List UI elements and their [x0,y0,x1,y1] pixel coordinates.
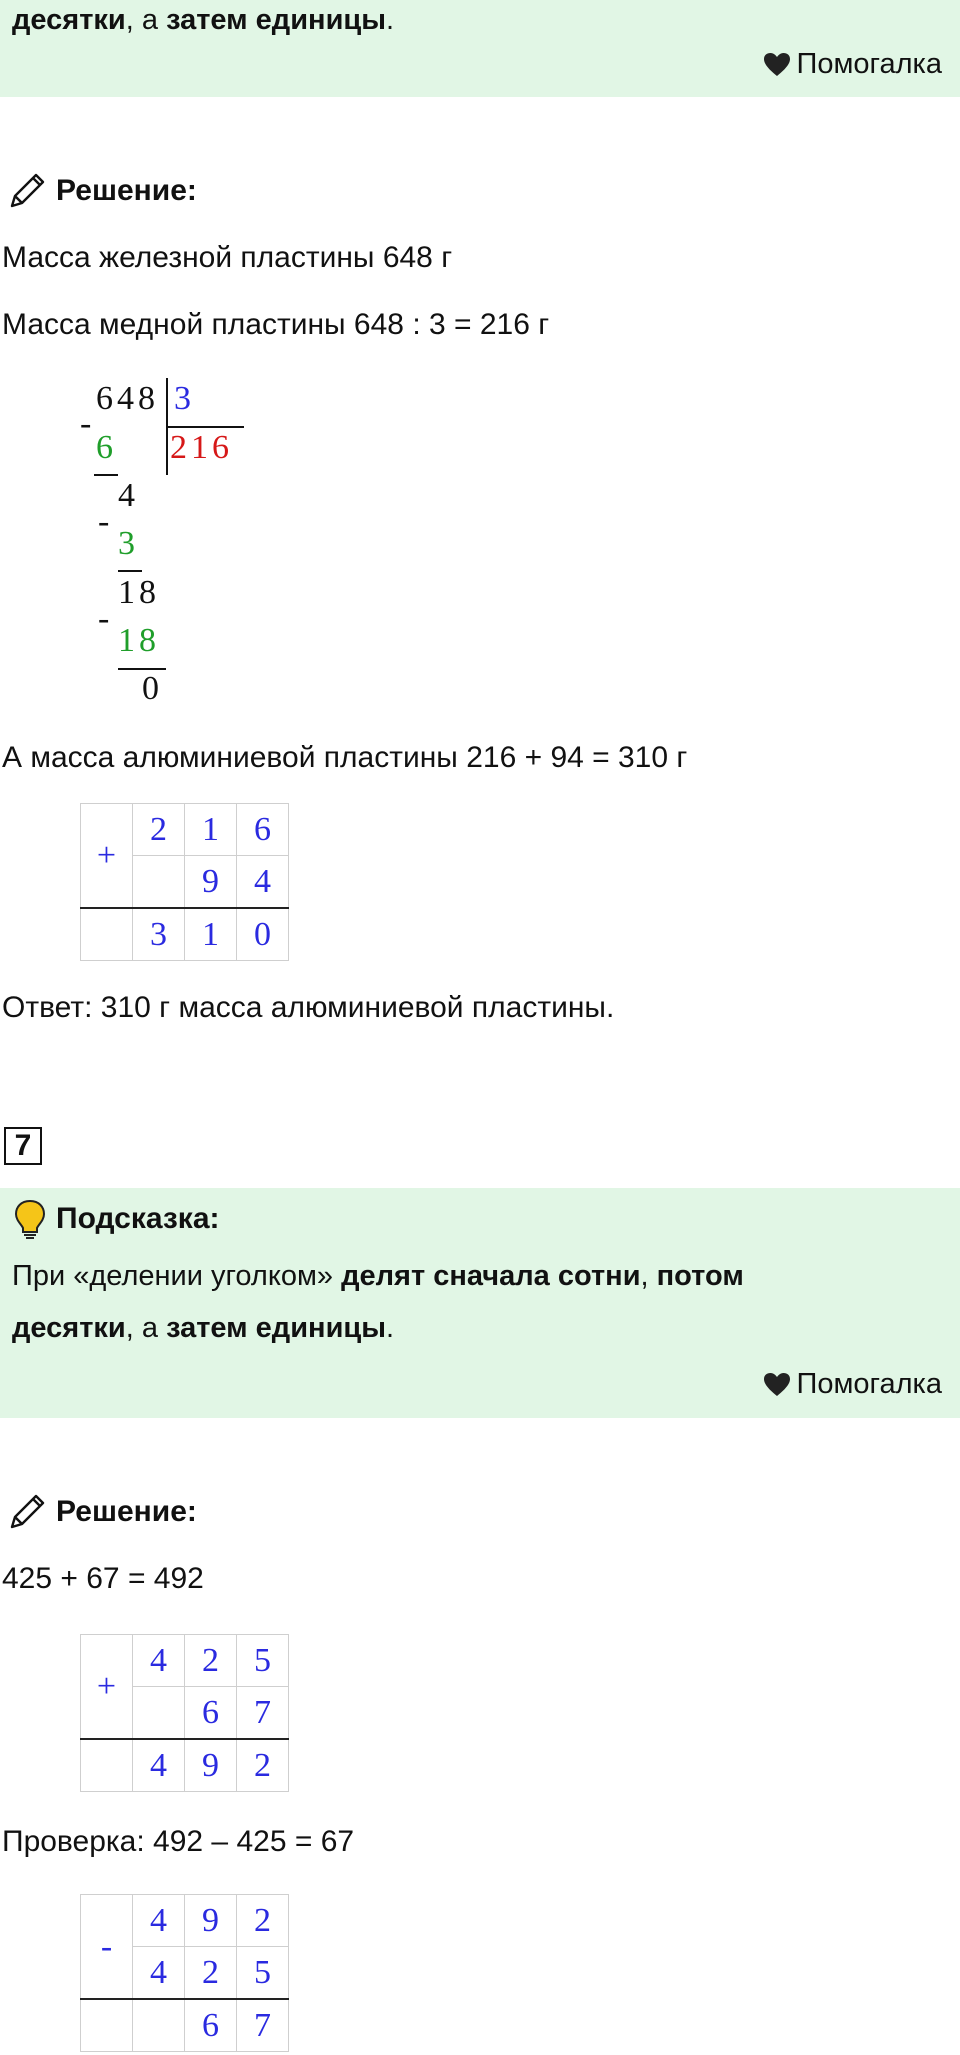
digit: 2 [185,1635,237,1687]
digit: 1 [185,804,237,856]
digit: 7 [237,1687,289,1740]
subtrahend: 3 [118,525,139,562]
pencil-icon [6,1491,48,1533]
hint-text: . [385,1312,395,1344]
minus-sign: - [80,405,96,442]
remainder: 4 [118,477,139,514]
digit: 4 [133,1739,185,1792]
heading-text: Решение: [56,1495,197,1528]
digit: 4 [237,856,289,909]
task-number: 7 [4,1127,42,1165]
hint-text: , а [125,4,167,36]
digit: 4 [133,1895,185,1947]
subtrahend: 6 [96,429,117,466]
underline [118,570,142,572]
digit: 4 [133,1635,185,1687]
solution-heading [6,1491,197,1533]
hint-text-top [0,0,394,46]
digit: 9 [185,1739,237,1792]
divisor: 3 [174,380,195,417]
hint-text: , а [125,1312,167,1344]
answer-text: Ответ: 310 г масса алюминиевой пластины. [2,991,615,1024]
digit: 3 [133,908,185,961]
digit: 9 [185,1895,237,1947]
hint-heading [12,1198,220,1240]
digit: 6 [237,804,289,856]
lightbulb-icon [12,1198,48,1240]
digit: 2 [133,804,185,856]
text-line: Масса медной пластины 648 : 3 = 216 г [2,308,550,341]
quotient: 216 [170,429,233,466]
digit: 6 [185,1999,237,2052]
digit: 5 [237,1947,289,2000]
digit [133,1687,185,1740]
brand-label: Помогалка [796,1368,942,1400]
digit: 9 [185,856,237,909]
digit: 4 [133,1947,185,2000]
hint-bold: потом [656,1260,744,1292]
solution-heading [6,170,197,212]
hint-bold: десятки [12,1312,126,1344]
plus-sign: + [81,804,133,909]
digit: 7 [237,1999,289,2052]
brand-label: Помогалка [796,48,942,80]
heart-icon [763,1372,791,1398]
text-line: А масса алюминиевой пластины 216 + 94 = 310 г [2,741,688,774]
heading-text: Решение: [56,174,197,207]
minus-sign: - [98,503,114,540]
empty-cell [81,908,133,961]
hint-bold: затем единицы [166,1312,386,1344]
plus-sign: + [81,1635,133,1740]
subtrahend: 18 [118,622,160,659]
text-line: 425 + 67 = 492 [2,1562,204,1595]
hint-text: . [385,4,395,36]
empty-cell [81,1999,133,2052]
digit [133,1999,185,2052]
digit: 2 [185,1947,237,2000]
text-line: Масса железной пластины 648 г [2,241,453,274]
column-addition [80,1634,289,1792]
hint-box-top [0,0,960,97]
minus-sign: - [98,600,114,637]
pomogalka-link[interactable] [763,1368,942,1401]
final-remainder: 0 [142,670,163,707]
hint-title: Подсказка: [56,1202,220,1235]
remainder: 18 [118,574,160,611]
heart-icon [763,52,791,78]
column-addition [80,803,289,961]
hint-text: При «делении уголком» [12,1260,342,1292]
hint-bold: десятки [12,4,126,36]
digit [133,856,185,909]
division-horizontal-line [166,426,244,428]
digit: 1 [185,908,237,961]
minus-sign: - [81,1895,133,2000]
digit: 2 [237,1895,289,1947]
hint-box [0,1188,960,1418]
hint-text [0,1250,932,1354]
digit: 0 [237,908,289,961]
digit: 2 [237,1739,289,1792]
pencil-icon [6,170,48,212]
dividend: 648 [96,380,159,417]
column-subtraction [80,1894,289,2052]
empty-cell [81,1739,133,1792]
underline [94,474,118,476]
digit: 5 [237,1635,289,1687]
hint-bold: затем единицы [166,4,386,36]
check-text: Проверка: 492 – 425 = 67 [2,1825,355,1858]
hint-bold: делят сначала сотни [341,1260,641,1292]
digit: 6 [185,1687,237,1740]
pomogalka-link[interactable] [763,48,942,81]
hint-text: , [640,1260,657,1292]
